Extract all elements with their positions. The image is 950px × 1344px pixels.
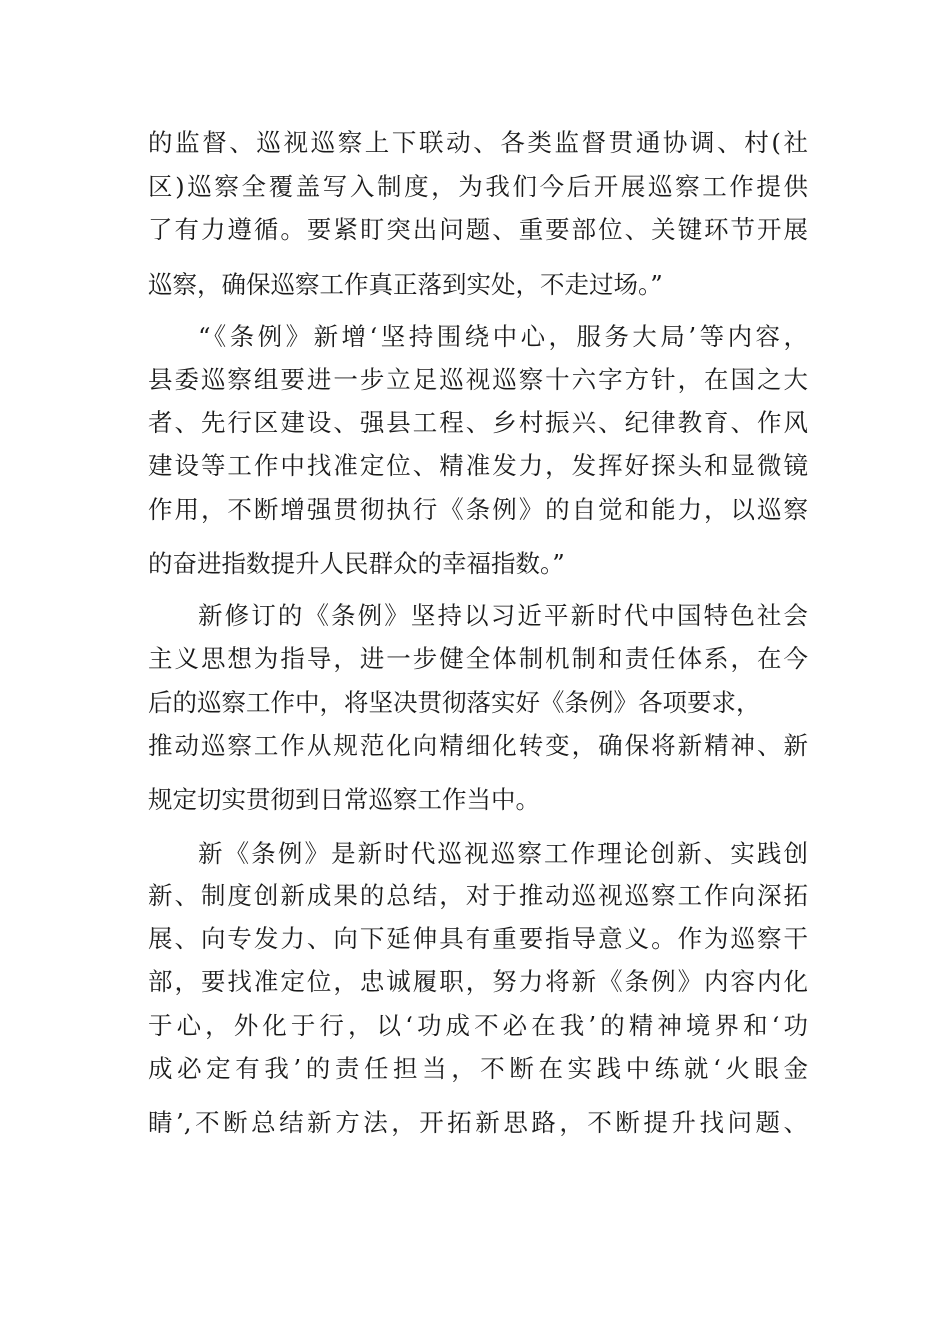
text-line: 展、向专发力、向下延伸具有重要指导意义。作为巡察干 [148,924,808,953]
text-line: 者、先行区建设、强县工程、乡村振兴、纪律教育、作风 [148,408,808,437]
text-line: 规定切实贯彻到日常巡察工作当中。 [148,785,540,814]
text-line: “《条例》新增‘坚持围绕中心，服务大局’等内容， [198,322,808,351]
text-line: 主义思想为指导，进一步健全体制机制和责任体系，在今 [148,644,808,673]
text-line: 部，要找准定位，忠诚履职，努力将新《条例》内容内化 [148,967,808,996]
text-line: 后的巡察工作中，将坚决贯彻落实好《条例》各项要求， [148,688,761,717]
text-line: 新、制度创新成果的总结，对于推动巡视巡察工作向深拓 [148,881,808,910]
text-line: 新修订的《条例》坚持以习近平新时代中国特色社会 [198,601,808,630]
text-line: 作用，不断增强贯彻执行《条例》的自觉和能力，以巡察 [148,495,808,524]
text-line: 区)巡察全覆盖写入制度，为我们今后开展巡察工作提供 [148,172,808,201]
text-line: 建设等工作中找准定位、精准发力，发挥好探头和显微镜 [148,451,808,480]
text-line: 推动巡察工作从规范化向精细化转变，确保将新精神、新 [148,731,808,760]
text-line: 巡察，确保巡察工作真正落到实处，不走过场。” [148,270,663,299]
text-line: 于心，外化于行，以‘功成不必在我’的精神境界和‘功 [148,1011,808,1040]
text-line: 新《条例》是新时代巡视巡察工作理论创新、实践创 [198,839,808,868]
text-line: 了有力遵循。要紧盯突出问题、重要部位、关键环节开展 [148,215,808,244]
text-line: 的监督、巡视巡察上下联动、各类监督贯通协调、村(社 [148,128,808,157]
text-line: 睛’,不断总结新方法，开拓新思路，不断提升找问题、 [148,1108,808,1137]
text-line: 成必定有我’的责任担当，不断在实践中练就‘火眼金 [148,1054,808,1083]
text-line: 县委巡察组要进一步立足巡视巡察十六字方针，在国之大 [148,365,808,394]
text-line: 的奋进指数提升人民群众的幸福指数。” [148,549,565,578]
